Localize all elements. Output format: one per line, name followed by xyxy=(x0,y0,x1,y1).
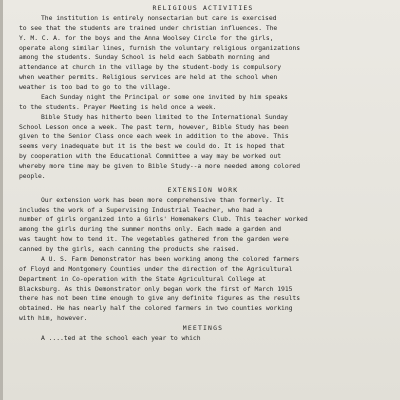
text-line: seems very inadequate but it is the best we could do. It is hoped that xyxy=(19,142,285,151)
text-line: was taught how to tend it. The vegetables gathered from the garden were xyxy=(19,235,289,244)
text-line: to the students. Prayer Meeting is held once a week. xyxy=(19,102,217,111)
text-line: Blacksburg. As this Demonstrator only began work the first of March 1915 xyxy=(19,284,293,293)
text-line: by cooperation with the Educational Committee a way may be worked out xyxy=(19,152,282,161)
text-line: Each Sunday night the Principal or some one invited by him speaks xyxy=(41,92,288,101)
paragraph xyxy=(19,255,387,324)
text-line: operate along similar lines, furnish the voluntary religious organizations xyxy=(19,43,301,52)
section-heading: MEETINGS xyxy=(182,324,224,332)
paragraph xyxy=(19,93,387,113)
text-line: to see that the students are trained under christian influences. The xyxy=(19,23,278,32)
text-line: includes the work of a Supervising Industrial Teacher, who had a xyxy=(19,205,263,214)
text-line: canned by the girls, each canning the products she raised. xyxy=(19,245,240,253)
paragraph xyxy=(19,14,387,93)
text-line: number of girls organized into a Girls' Homemakers Club. This teacher worked xyxy=(19,215,308,224)
text-line: whereby more time may be given to Bible Study--a more needed among colored xyxy=(19,162,301,170)
text-line: A ....ted at the school each year to which xyxy=(41,333,201,342)
text-line: weather is too bad to go to the village. xyxy=(19,83,171,91)
section-heading: EXTENSION WORK xyxy=(167,185,239,194)
text-line: Our extension work has been more comprehensive than formerly. It xyxy=(41,195,285,204)
text-line: people. xyxy=(19,171,46,180)
paragraph xyxy=(19,113,387,182)
text-line: Bible Study has hitherto been limited to the International Sunday xyxy=(41,112,288,121)
text-line: with him, however. xyxy=(19,314,88,323)
text-line: School Lesson once a week. The past term, however, Bible Study has been xyxy=(19,122,289,131)
text-line: attendance at church in the village by the student-body is compulsory xyxy=(19,63,282,72)
text-line: among the girls during the summer months only. Each made a garden and xyxy=(19,225,282,234)
section-heading: RELIGIOUS ACTIVITIES xyxy=(152,4,254,12)
text-line: when weather permits. Religious services are held at the school when xyxy=(19,73,278,82)
text-line: among the students. Sunday School is held each Sabbath morning and xyxy=(19,53,270,62)
paragraph xyxy=(19,196,387,255)
text-line: The institution is entirely nonsectarian but care is exercised xyxy=(41,13,277,22)
text-line: obtained. He has nearly half the colored farmers in two counties working xyxy=(19,304,293,313)
text-line: of Floyd and Montgomery Counties under the direction of the Agricultural xyxy=(19,264,293,273)
text-line: A U. S. Farm Demonstrator has been working among the colored farmers xyxy=(41,254,300,263)
page-edge xyxy=(0,0,3,400)
text-line: Y. M. C. A. for the boys and the Anna Woolsey Circle for the girls, xyxy=(19,33,274,42)
text-line: Department in Co-operation with the State Agricultural College at xyxy=(19,274,266,283)
text-line: there has not been time enough to give any definite figures as the results xyxy=(19,294,301,303)
document-text xyxy=(19,4,387,344)
text-line: given to the Senior Class once each week in addition to the above. This xyxy=(19,132,289,141)
paragraph xyxy=(19,334,387,344)
